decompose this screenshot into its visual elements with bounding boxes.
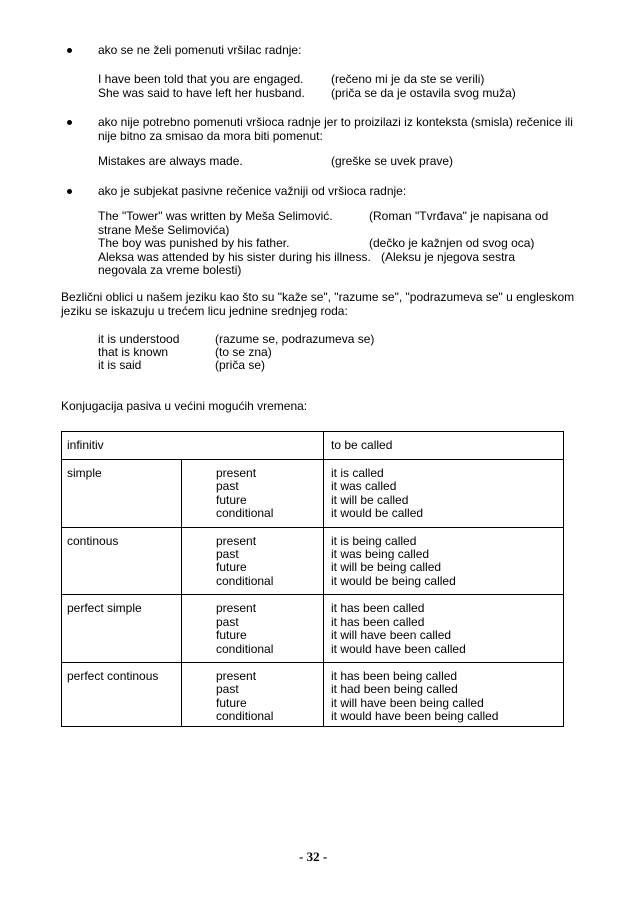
tense-label: conditional [216,506,274,520]
example-sr: (Roman "Tvrđava" je napisana od [369,209,549,223]
bullet-heading: ako nije potrebno pomenuti vršioca radnje jer to proizilazi iz konteksta (smisla) rečenice ili [98,115,573,129]
table-border [61,662,564,663]
passive-form: it would be being called [331,574,456,588]
passive-form: it was called [331,479,397,493]
tense-label: present [216,466,257,480]
passive-form: it is called [331,466,384,480]
conjugation-title: Konjugacija pasiva u većini mogućih vremena: [61,399,308,413]
example-sr: (dečko je kažnjen od svog oca) [369,236,535,250]
table-border [61,431,62,727]
tense-label: conditional [216,574,274,588]
tense-label: future [216,560,247,574]
tense-label: past [216,682,239,696]
phrase-en: it is said [98,358,142,372]
table-border [181,459,182,727]
tense-label: present [216,534,257,548]
tense-label: conditional [216,709,274,723]
table-border [61,431,564,432]
table-header-label: infinitiv [67,438,104,452]
passive-form: it will have been called [331,628,452,642]
example-en: Mistakes are always made. [98,154,243,168]
passive-form: it will have been being called [331,696,484,710]
phrase-en: that is known [98,345,169,359]
bullet-marker [67,120,72,125]
tense-group-name: simple [67,466,102,480]
passive-form: it is being called [331,534,417,548]
example-en: The boy was punished by his father. [98,236,290,250]
example-sr: (rečeno mi je da ste se verili) [331,72,485,86]
example-en: negovala za vreme bolesti) [98,263,242,277]
example-sr: (priča se da je ostavila svog muža) [331,86,516,100]
tense-label: past [216,615,239,629]
table-border [323,431,324,727]
example-en: She was said to have left her husband. [98,86,305,100]
example-en: strane Meše Selimovića) [98,223,230,237]
passive-form: it had been being called [331,682,458,696]
phrase-sr: (to se zna) [215,345,272,359]
bullet-heading: nije bitno za smisao da mora biti pomenut: [98,129,323,143]
table-border [61,459,564,460]
phrase-sr: (priča se) [215,358,266,372]
passive-form: it will be being called [331,560,442,574]
tense-label: past [216,479,239,493]
table-header-value: to be called [331,438,393,452]
passive-form: it was being called [331,547,430,561]
passive-form: it has been called [331,601,425,615]
paragraph-line: Bezlični oblici u našem jeziku kao što su "kaže se", "razume se", "podrazumeva se" u engleskom [61,290,575,304]
example-sr: (Aleksu je njegova sestra [381,250,516,264]
tense-group-name: perfect continous [67,669,159,683]
tense-group-name: perfect simple [67,601,142,615]
tense-label: past [216,547,239,561]
bullet-heading: ako je subjekat pasivne rečenice važniji od vršioca radnje: [98,184,407,198]
phrase-sr: (razume se, podrazumeva se) [215,332,375,346]
example-sr: (greške se uvek prave) [331,154,454,168]
passive-form: it would be called [331,506,424,520]
bullet-marker [67,48,72,53]
tense-label: conditional [216,642,274,656]
phrase-en: it is understood [98,332,180,346]
tense-label: future [216,696,247,710]
passive-form: it will be called [331,493,409,507]
bullet-heading: ako se ne želi pomenuti vršilac radnje: [98,43,302,57]
bullet-marker [67,189,72,194]
passive-form: it would have been called [331,642,466,656]
tense-label: future [216,628,247,642]
example-en: I have been told that you are engaged. [98,72,304,86]
table-border [61,527,564,528]
table-border [563,431,564,727]
paragraph-line: jeziku se iskazuju u trećem licu jednine srednjeg roda: [61,304,348,318]
page-number: - 32 - [299,849,328,864]
passive-form: it has been being called [331,669,458,683]
example-en: The "Tower" was written by Meša Selimović. [98,209,333,223]
tense-group-name: continous [67,534,119,548]
tense-label: present [216,669,257,683]
tense-label: present [216,601,257,615]
passive-form: it has been called [331,615,425,629]
table-border [61,594,564,595]
example-en: Aleksa was attended by his sister during his illness. [98,250,371,264]
table-border [61,726,564,727]
passive-form: it would have been being called [331,709,499,723]
tense-label: future [216,493,247,507]
